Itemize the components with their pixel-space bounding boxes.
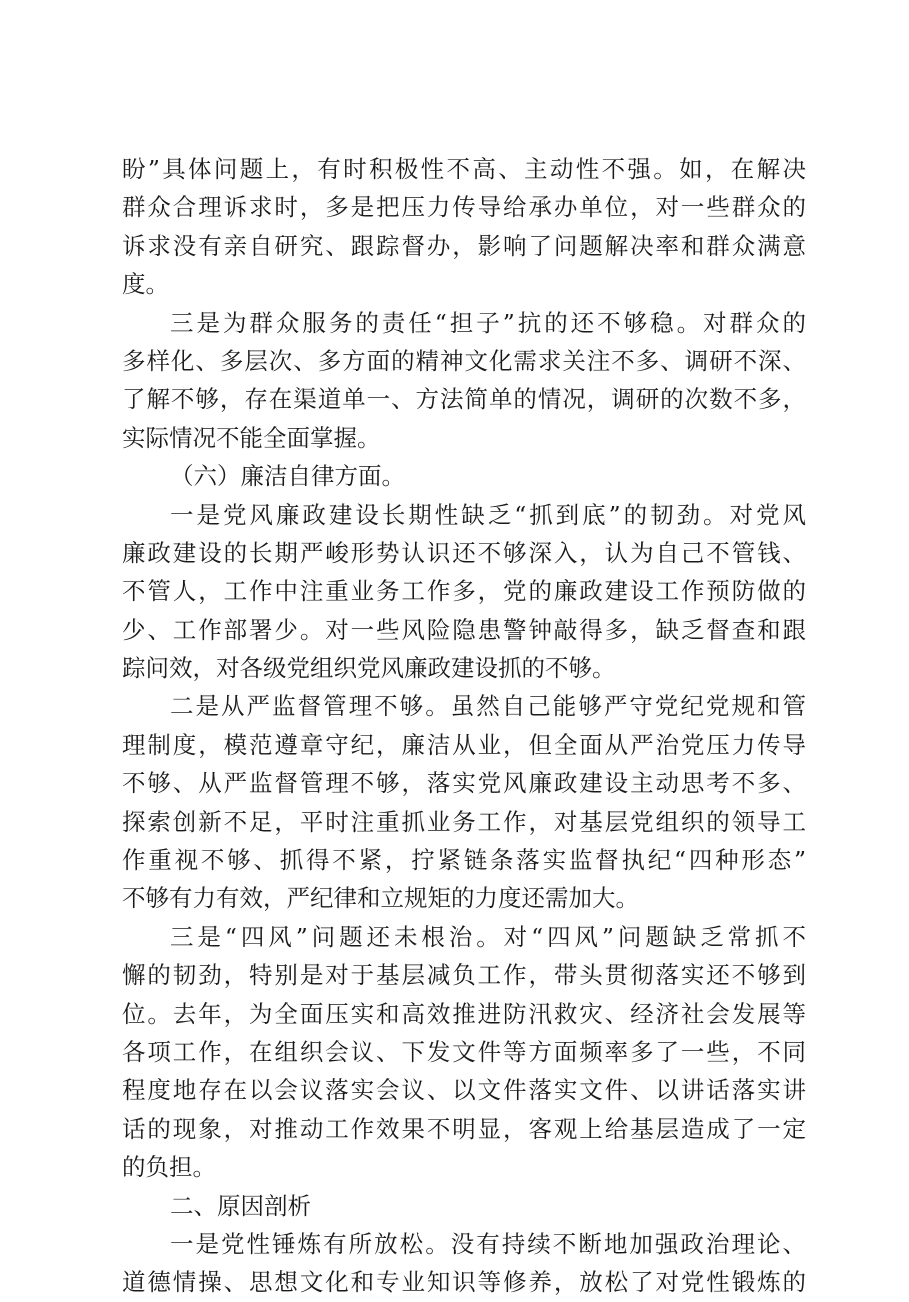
text-line: 不够、从严监督管理不够，落实党风廉政建设主动思考不多、 — [122, 769, 806, 798]
text-line: 诉求没有亲自研究、跟踪督办，影响了问题解决率和群众满意 — [122, 231, 806, 260]
text-line: 踪问效，对各级党组织党风廉政建设抓的不够。 — [122, 654, 616, 683]
text-line: 廉政建设的长期严峻形势认识还不够深入，认为自己不管钱、 — [122, 538, 806, 567]
text-line: 作重视不够、抓得不紧，拧紧链条落实监督执纪“四种形态” — [122, 846, 806, 875]
text-line: 话的现象，对推动工作效果不明显，客观上给基层造成了一定 — [122, 1114, 806, 1143]
text-line: 的负担。 — [122, 1153, 216, 1182]
text-line: 度。 — [122, 270, 169, 299]
paragraph-start-line: 三是“四风”问题还未根治。对“四风”问题缺乏常抓不 — [170, 922, 806, 951]
text-line: 群众合理诉求时，多是把压力传导给承办单位，对一些群众的 — [122, 193, 806, 222]
text-line: 位。去年，为全面压实和高效推进防汛救灾、经济社会发展等 — [122, 999, 806, 1028]
text-line: 不够有力有效，严纪律和立规矩的力度还需加大。 — [122, 884, 639, 913]
paragraph-start-line: 一是党性锤炼有所放松。没有持续不断地加强政治理论、 — [170, 1229, 806, 1258]
text-line: 了解不够，存在渠道单一、方法简单的情况，调研的次数不多， — [122, 385, 806, 414]
section-heading: （六）廉洁自律方面。 — [170, 462, 405, 491]
text-line: 探索创新不足，平时注重抓业务工作，对基层党组织的领导工 — [122, 807, 806, 836]
text-line: 实际情况不能全面掌握。 — [122, 423, 381, 452]
text-line: 懈的韧劲，特别是对于基层减负工作，带头贯彻落实还不够到 — [122, 961, 806, 990]
text-line: 道德情操、思想文化和专业知识等修养，放松了对党性锻炼的 — [122, 1268, 806, 1297]
text-line: 程度地存在以会议落实会议、以文件落实文件、以讲话落实讲 — [122, 1076, 806, 1105]
paragraph-start-line: 二是从严监督管理不够。虽然自己能够严守党纪党规和管 — [170, 692, 806, 721]
text-line: 各项工作，在组织会议、下发文件等方面频率多了一些，不同 — [122, 1037, 806, 1066]
text-line: 不管人，工作中注重业务工作多，党的廉政建设工作预防做的 — [122, 577, 806, 606]
paragraph-start-line: 一是党风廉政建设长期性缺乏“抓到底”的韧劲。对党风 — [170, 500, 806, 529]
section-heading: 二、原因剖析 — [170, 1191, 311, 1220]
text-line: 盼”具体问题上，有时积极性不高、主动性不强。如，在解决 — [122, 155, 806, 183]
text-line: 理制度，模范遵章守纪，廉洁从业，但全面从严治党压力传导 — [122, 730, 806, 759]
document-body — [122, 150, 806, 1302]
text-line: 少、工作部署少。对一些风险隐患警钟敲得多，缺乏督查和跟 — [122, 615, 806, 644]
text-line: 多样化、多层次、多方面的精神文化需求关注不多、调研不深、 — [122, 346, 806, 375]
paragraph-start-line: 三是为群众服务的责任“担子”抗的还不够稳。对群众的 — [170, 308, 806, 337]
